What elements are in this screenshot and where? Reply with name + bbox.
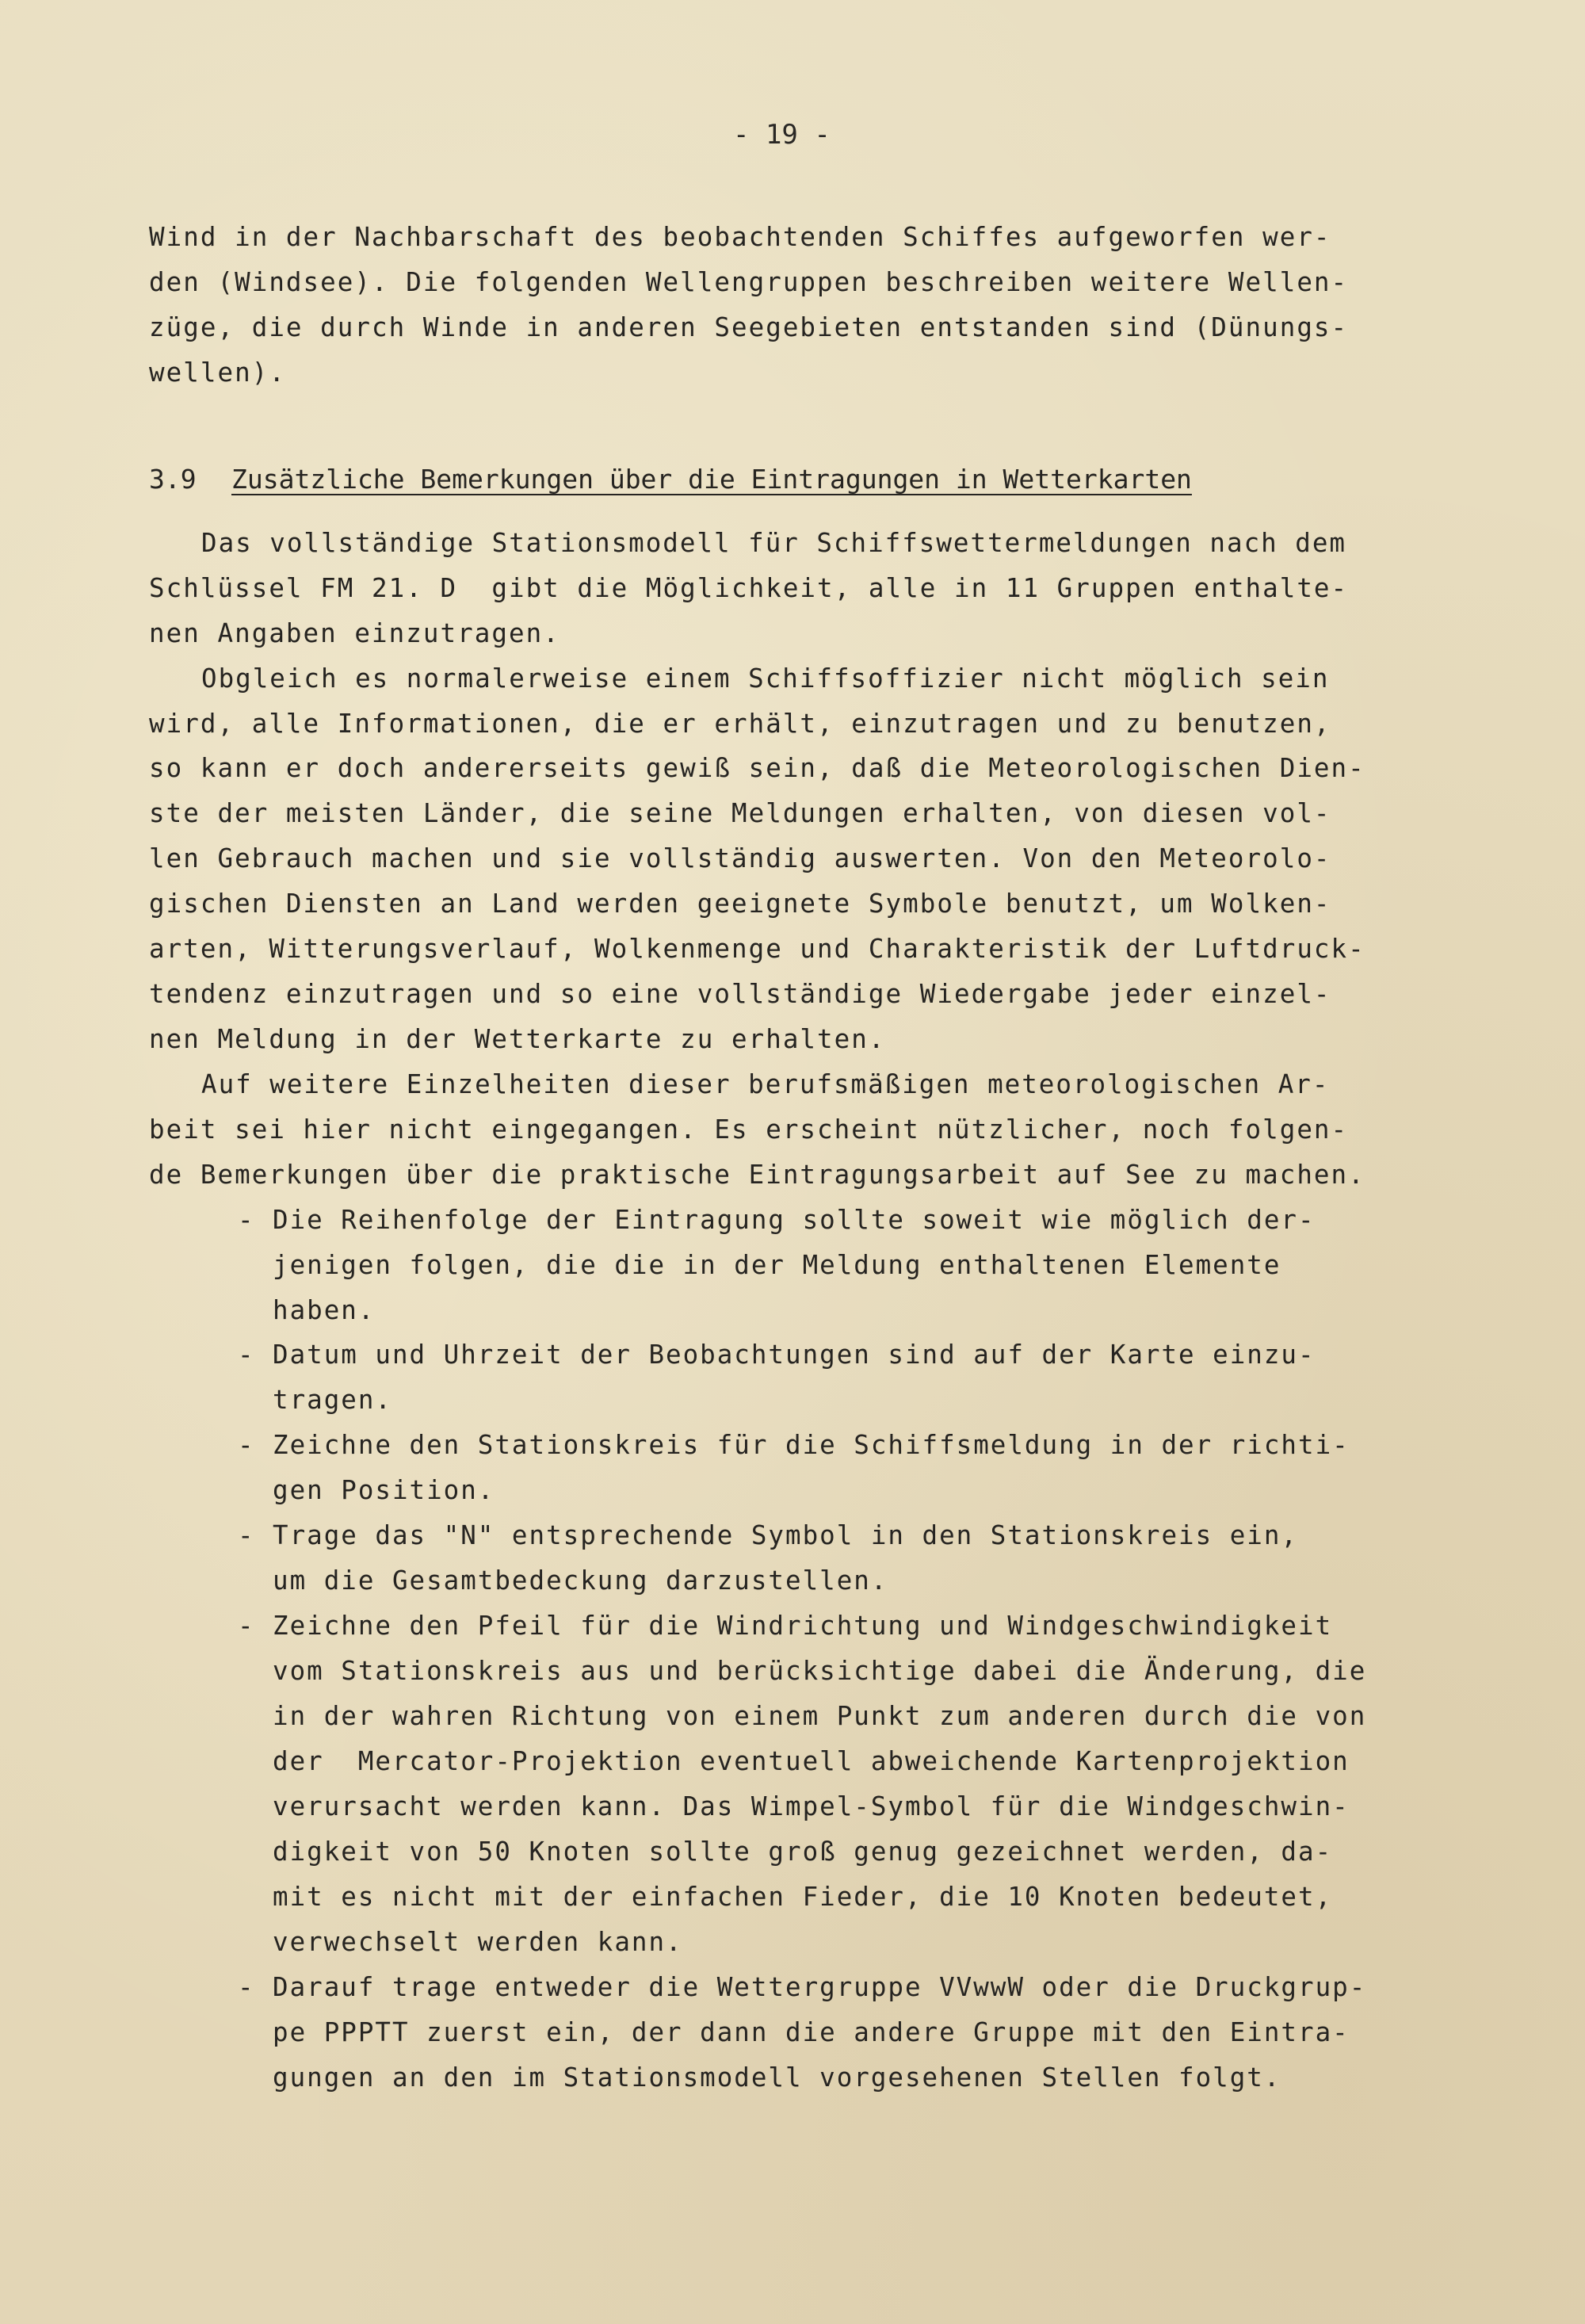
text-line: Trage das "N" entsprechende Symbol in den Stationskreis ein, xyxy=(273,1520,1298,1550)
text-line: in der wahren Richtung von einem Punkt zum anderen durch die von xyxy=(273,1701,1367,1731)
text-line: pe PPPTT zuerst ein, der dann die andere Gruppe mit den Eintra- xyxy=(273,2017,1350,2047)
text-line: Das vollständige Stationsmodell für Schiffswettermeldungen nach dem xyxy=(201,528,1346,558)
text-line: tragen. xyxy=(273,1385,392,1415)
text-line: wird, alle Informationen, die er erhält, einzutragen und zu benutzen, xyxy=(149,709,1331,739)
bullet-dash: - xyxy=(238,1520,254,1550)
text-line: mit es nicht mit der einfachen Fieder, die 10 Knoten bedeutet, xyxy=(273,1882,1333,1912)
text-line: arten, Witterungsverlauf, Wolkenmenge und Charakteristik der Luftdruck- xyxy=(149,934,1365,964)
page-number: - 19 - xyxy=(733,119,831,151)
text-line: haben. xyxy=(273,1295,376,1325)
text-line: so kann er doch andererseits gewiß sein, daß die Meteorologischen Dien- xyxy=(149,753,1365,783)
text-line: Schlüssel FM 21. D gibt die Möglichkeit, alle in 11 Gruppen enthalte- xyxy=(149,573,1349,603)
text-line: züge, die durch Winde in anderen Seegebieten entstanden sind (Dünungs- xyxy=(149,312,1349,342)
bullet-dash: - xyxy=(238,1972,254,2002)
section-number: 3.9 xyxy=(149,464,197,495)
text-line: Auf weitere Einzelheiten dieser berufsmäßigen meteorologischen Ar- xyxy=(201,1069,1330,1099)
text-line: wellen). xyxy=(149,357,286,388)
text-line: gischen Diensten an Land werden geeignete Symbole benutzt, um Wolken- xyxy=(149,889,1331,919)
text-line: nen Angaben einzutragen. xyxy=(149,618,560,648)
text-line: Datum und Uhrzeit der Beobachtungen sind auf der Karte einzu- xyxy=(273,1340,1316,1370)
text-line: jenigen folgen, die die in der Meldung enthaltenen Elemente xyxy=(273,1250,1281,1280)
text-line: verwechselt werden kann. xyxy=(273,1927,683,1957)
text-line: Darauf trage entweder die Wettergruppe VVwwW oder die Druckgrup- xyxy=(273,1972,1367,2002)
text-line: ste der meisten Länder, die seine Meldungen erhalten, von diesen vol- xyxy=(149,798,1331,828)
bullet-dash: - xyxy=(238,1611,254,1641)
text-line: um die Gesamtbedeckung darzustellen. xyxy=(273,1565,888,1596)
text-line: verursacht werden kann. Das Wimpel-Symbol für die Windgeschwin- xyxy=(273,1791,1350,1821)
text-line: Obgleich es normalerweise einem Schiffsoffizier nicht möglich sein xyxy=(201,663,1330,694)
bullet-dash: - xyxy=(238,1340,254,1370)
text-line: de Bemerkungen über die praktische Eintragungsarbeit auf See zu machen. xyxy=(149,1160,1365,1190)
text-line: gen Position. xyxy=(273,1475,495,1505)
text-line: Zeichne den Stationskreis für die Schiffsmeldung in der richti- xyxy=(273,1430,1350,1460)
text-line: vom Stationskreis aus und berücksichtige dabei die Änderung, die xyxy=(273,1656,1367,1686)
text-line: Zeichne den Pfeil für die Windrichtung und Windgeschwindigkeit xyxy=(273,1611,1333,1641)
text-line: digkeit von 50 Knoten sollte groß genug gezeichnet werden, da- xyxy=(273,1837,1333,1867)
text-line: beit sei hier nicht eingegangen. Es erscheint nützlicher, noch folgen- xyxy=(149,1114,1349,1145)
text-line: gungen an den im Stationsmodell vorgesehenen Stellen folgt. xyxy=(273,2062,1281,2093)
text-line: den (Windsee). Die folgenden Wellengruppen beschreiben weitere Wellen- xyxy=(149,267,1349,297)
text-line: Wind in der Nachbarschaft des beobachtenden Schiffes aufgeworfen wer- xyxy=(149,222,1331,252)
bullet-dash: - xyxy=(238,1430,254,1460)
text-line: der Mercator-Projektion eventuell abweichende Kartenprojektion xyxy=(273,1746,1350,1776)
text-line: tendenz einzutragen und so eine vollständige Wiedergabe jeder einzel- xyxy=(149,979,1331,1009)
text-line: Die Reihenfolge der Eintragung sollte soweit wie möglich der- xyxy=(273,1205,1316,1235)
bullet-dash: - xyxy=(238,1205,254,1235)
text-line: nen Meldung in der Wetterkarte zu erhalten. xyxy=(149,1024,886,1054)
text-line: len Gebrauch machen und sie vollständig auswerten. Von den Meteorolo- xyxy=(149,843,1331,873)
section-title: Zusätzliche Bemerkungen über die Eintragungen in Wetterkarten xyxy=(231,464,1192,495)
